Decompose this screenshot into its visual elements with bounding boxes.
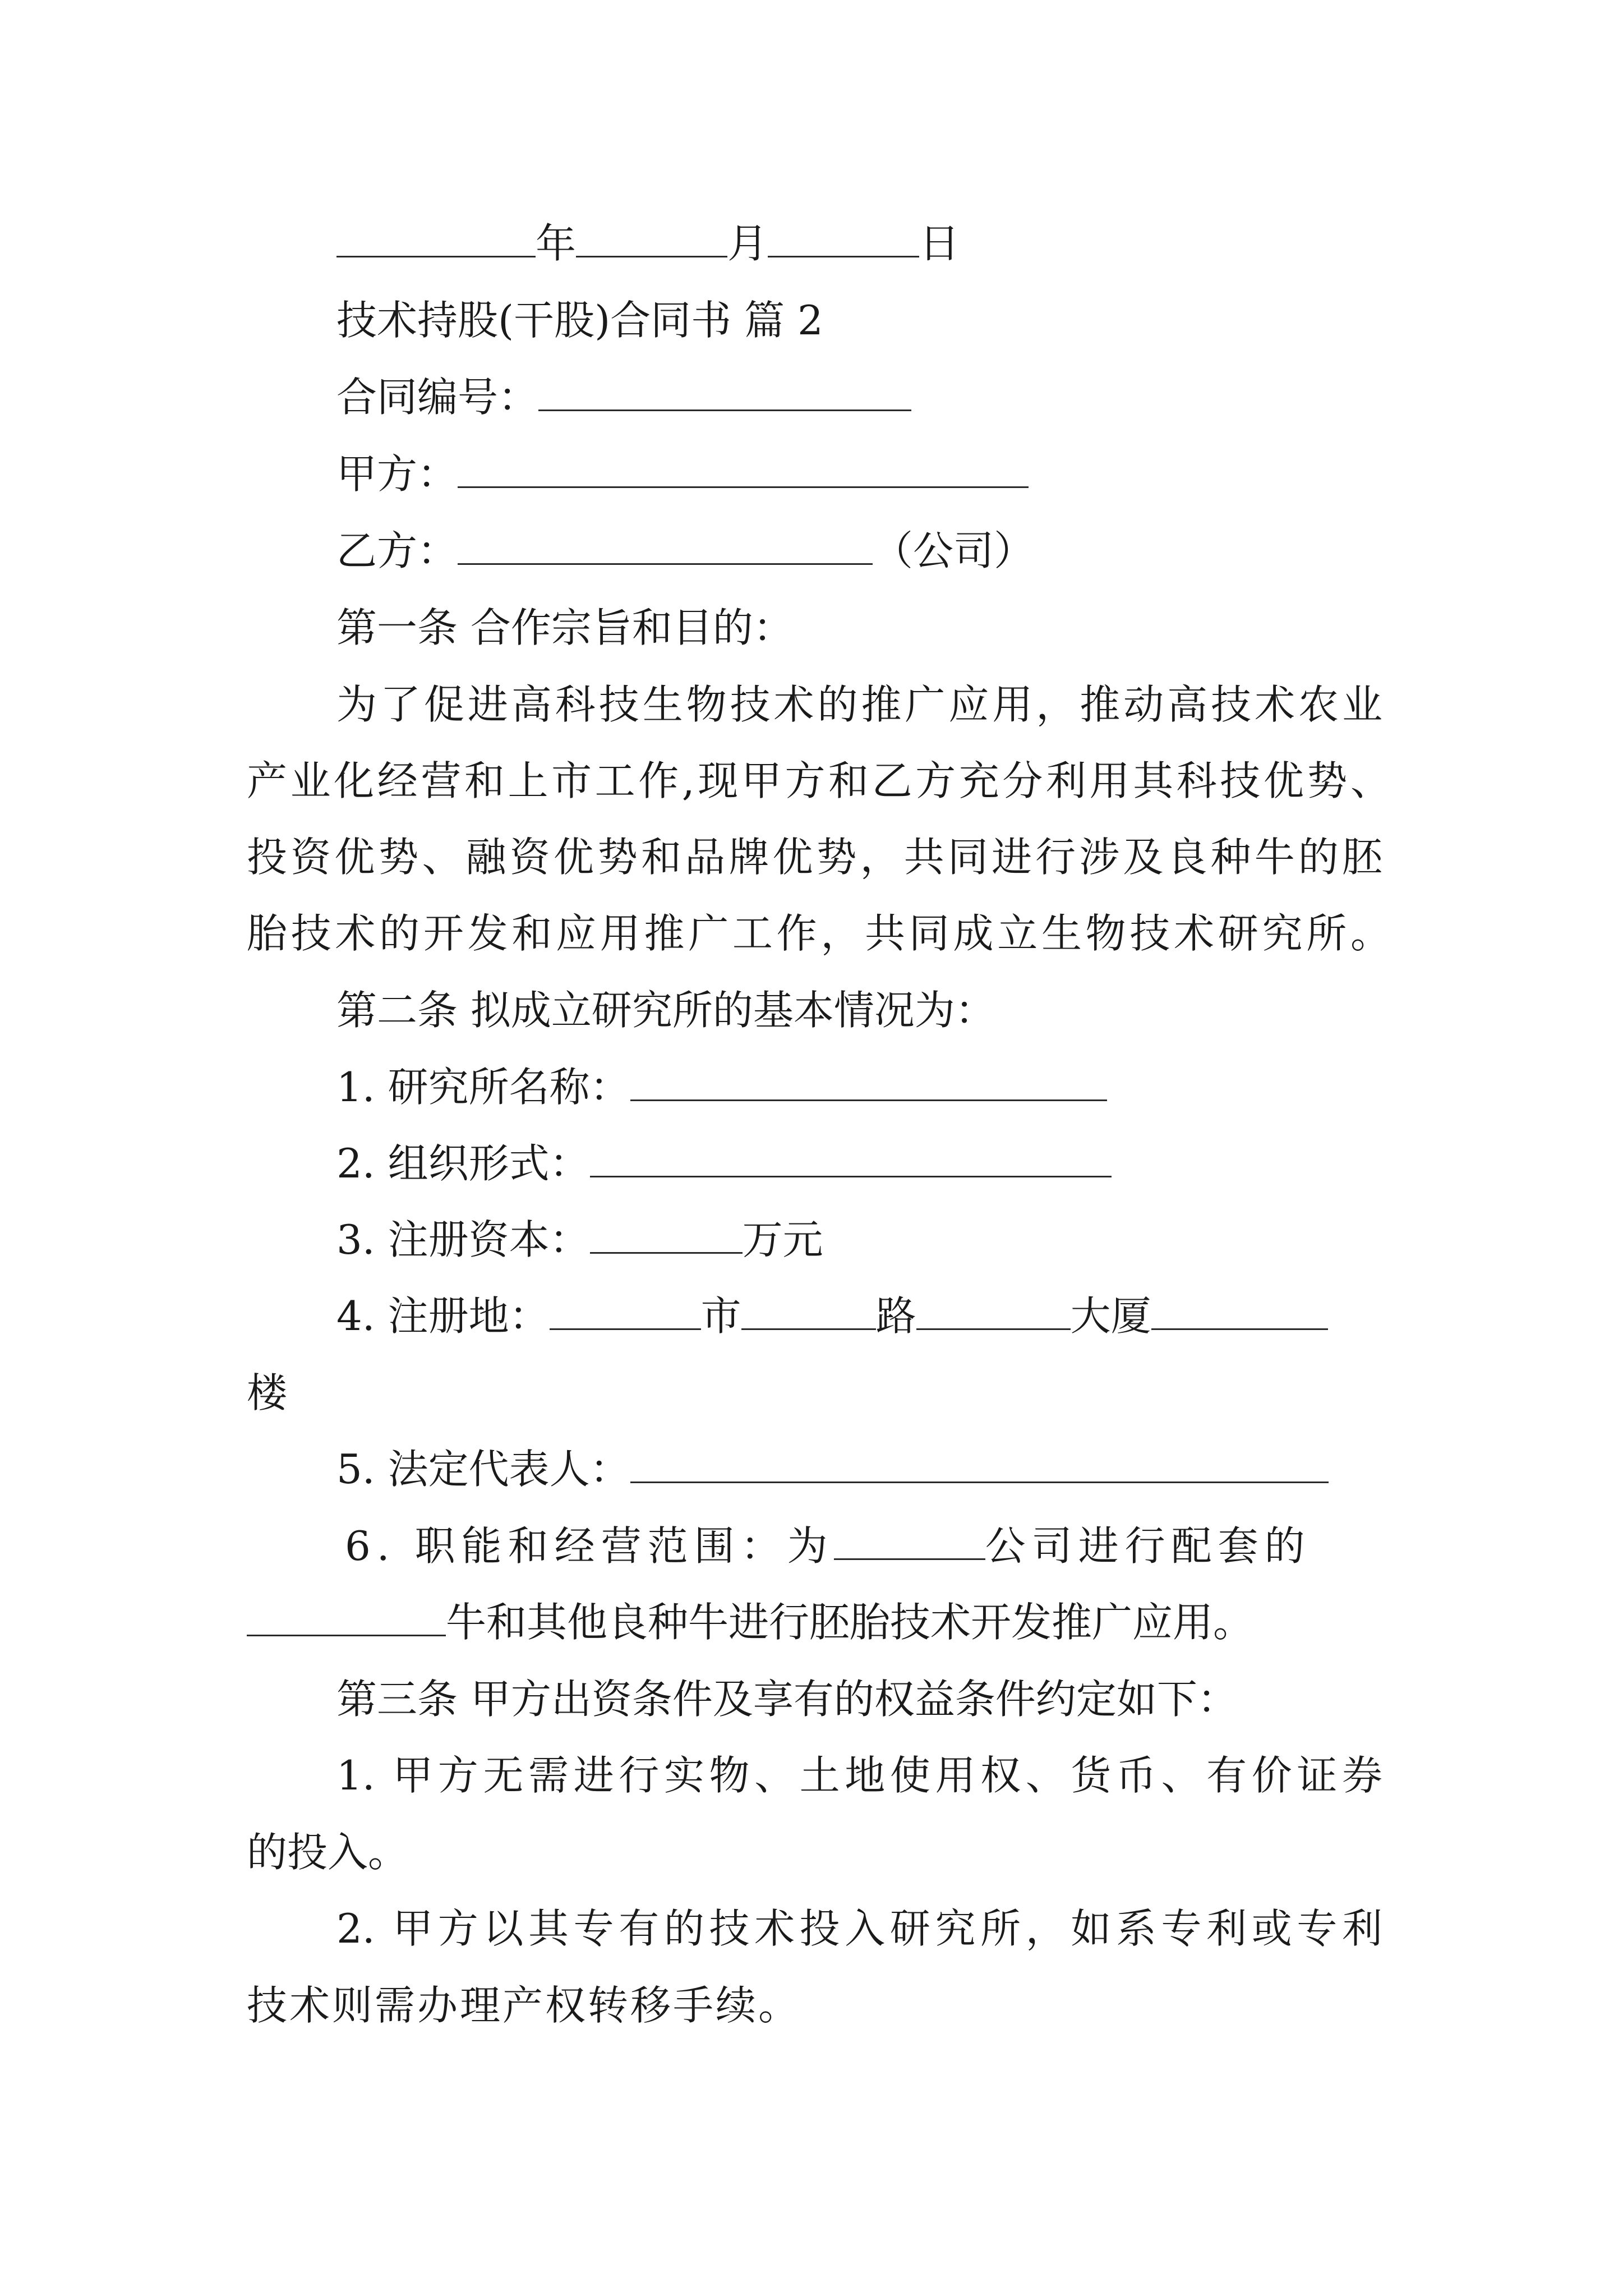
floor-blank[interactable] <box>1151 1296 1328 1330</box>
road-blank[interactable] <box>741 1296 876 1330</box>
legal-representative-line <box>336 1446 1329 1493</box>
contract-number-blank[interactable] <box>538 377 911 411</box>
article3-heading: 第三条 甲方出资条件及享有的权益条件约定如下： <box>336 1676 1238 1723</box>
building-label: 大厦 <box>1070 1292 1151 1340</box>
institute-name-blank[interactable] <box>630 1067 1107 1101</box>
article1-line-3: 投资优势、融资优势和品牌优势，共同进行涉及良种牛的胚 <box>247 834 1382 881</box>
business-scope-line-1 <box>345 1522 1311 1570</box>
title-text: 技术持股(干股)合同书 <box>336 297 732 344</box>
registered-address-line <box>336 1292 1328 1340</box>
road-label: 路 <box>875 1292 916 1340</box>
article1-line-4: 胎技术的开发和应用推广工作，共同成立生物技术研究所。 <box>247 910 1391 957</box>
registered-capital-label: 3. 注册资本： <box>336 1216 590 1263</box>
article1-line-2: 产业化经营和上市工作,现甲方和乙方充分利用其科技优势、 <box>247 757 1391 804</box>
month-blank[interactable] <box>576 223 727 257</box>
article2-heading: 第二条 拟成立研究所的基本情况为： <box>336 987 995 1034</box>
institute-name-label: 1. 研究所名称： <box>336 1064 630 1111</box>
party-b-line <box>336 527 1035 574</box>
legal-representative-label: 5. 法定代表人： <box>336 1446 630 1493</box>
business-scope-line-2 <box>247 1599 1254 1646</box>
day-label: 日 <box>919 220 960 267</box>
title-suffix: 篇 2 <box>744 297 823 344</box>
organization-form-label: 2. 组织形式： <box>336 1140 590 1187</box>
year-label: 年 <box>536 220 577 267</box>
party-b-suffix: （公司） <box>873 527 1035 574</box>
article1-line-1: 为了促进高科技生物技术的推广应用，推动高技术农业 <box>336 681 1382 728</box>
contract-number-line <box>336 374 911 421</box>
business-scope-tail: 牛和其他良种牛进行胚胎技术开发推广应用。 <box>446 1599 1254 1646</box>
contract-number-label: 合同编号： <box>336 374 539 421</box>
party-a-label: 甲方： <box>336 450 458 498</box>
day-blank[interactable] <box>768 223 919 257</box>
party-a-blank[interactable] <box>458 454 1029 488</box>
registered-capital-line <box>336 1216 823 1263</box>
city-label: 市 <box>700 1292 741 1340</box>
cattle-breed-blank[interactable] <box>247 1602 446 1636</box>
registered-capital-blank[interactable] <box>590 1220 743 1254</box>
date-line <box>336 220 960 267</box>
year-blank[interactable] <box>336 223 536 257</box>
article3-item2-line-2: 技术则需办理产权转移手续。 <box>247 1982 801 2029</box>
document-title <box>336 297 823 344</box>
legal-representative-blank[interactable] <box>630 1449 1329 1483</box>
party-a-line <box>336 450 1029 498</box>
article3-item2-line-1: 2. 甲方以其专有的技术投入研究所，如系专利或专利 <box>336 1905 1382 1952</box>
business-scope-mid: 公司进行配套的 <box>985 1522 1311 1570</box>
floor-label: 楼 <box>247 1369 288 1416</box>
article3-item1-line-1: 1. 甲方无需进行实物、土地使用权、货币、有价证券 <box>336 1752 1382 1799</box>
business-scope-label: 6. 职能和经营范围：为 <box>345 1522 834 1570</box>
organization-form-line <box>336 1140 1112 1187</box>
city-blank[interactable] <box>550 1296 701 1330</box>
party-b-label: 乙方： <box>336 527 458 574</box>
month-label: 月 <box>727 220 768 267</box>
article3-item1-line-2: 的投入。 <box>247 1829 409 1876</box>
company-blank[interactable] <box>834 1526 985 1560</box>
building-blank[interactable] <box>916 1296 1071 1330</box>
party-b-blank[interactable] <box>458 531 873 565</box>
article1-heading: 第一条 合作宗旨和目的： <box>336 604 794 651</box>
institute-name-line <box>336 1064 1107 1111</box>
registered-capital-unit: 万元 <box>742 1216 823 1263</box>
organization-form-blank[interactable] <box>590 1143 1112 1177</box>
registered-address-label: 4. 注册地： <box>336 1292 550 1340</box>
